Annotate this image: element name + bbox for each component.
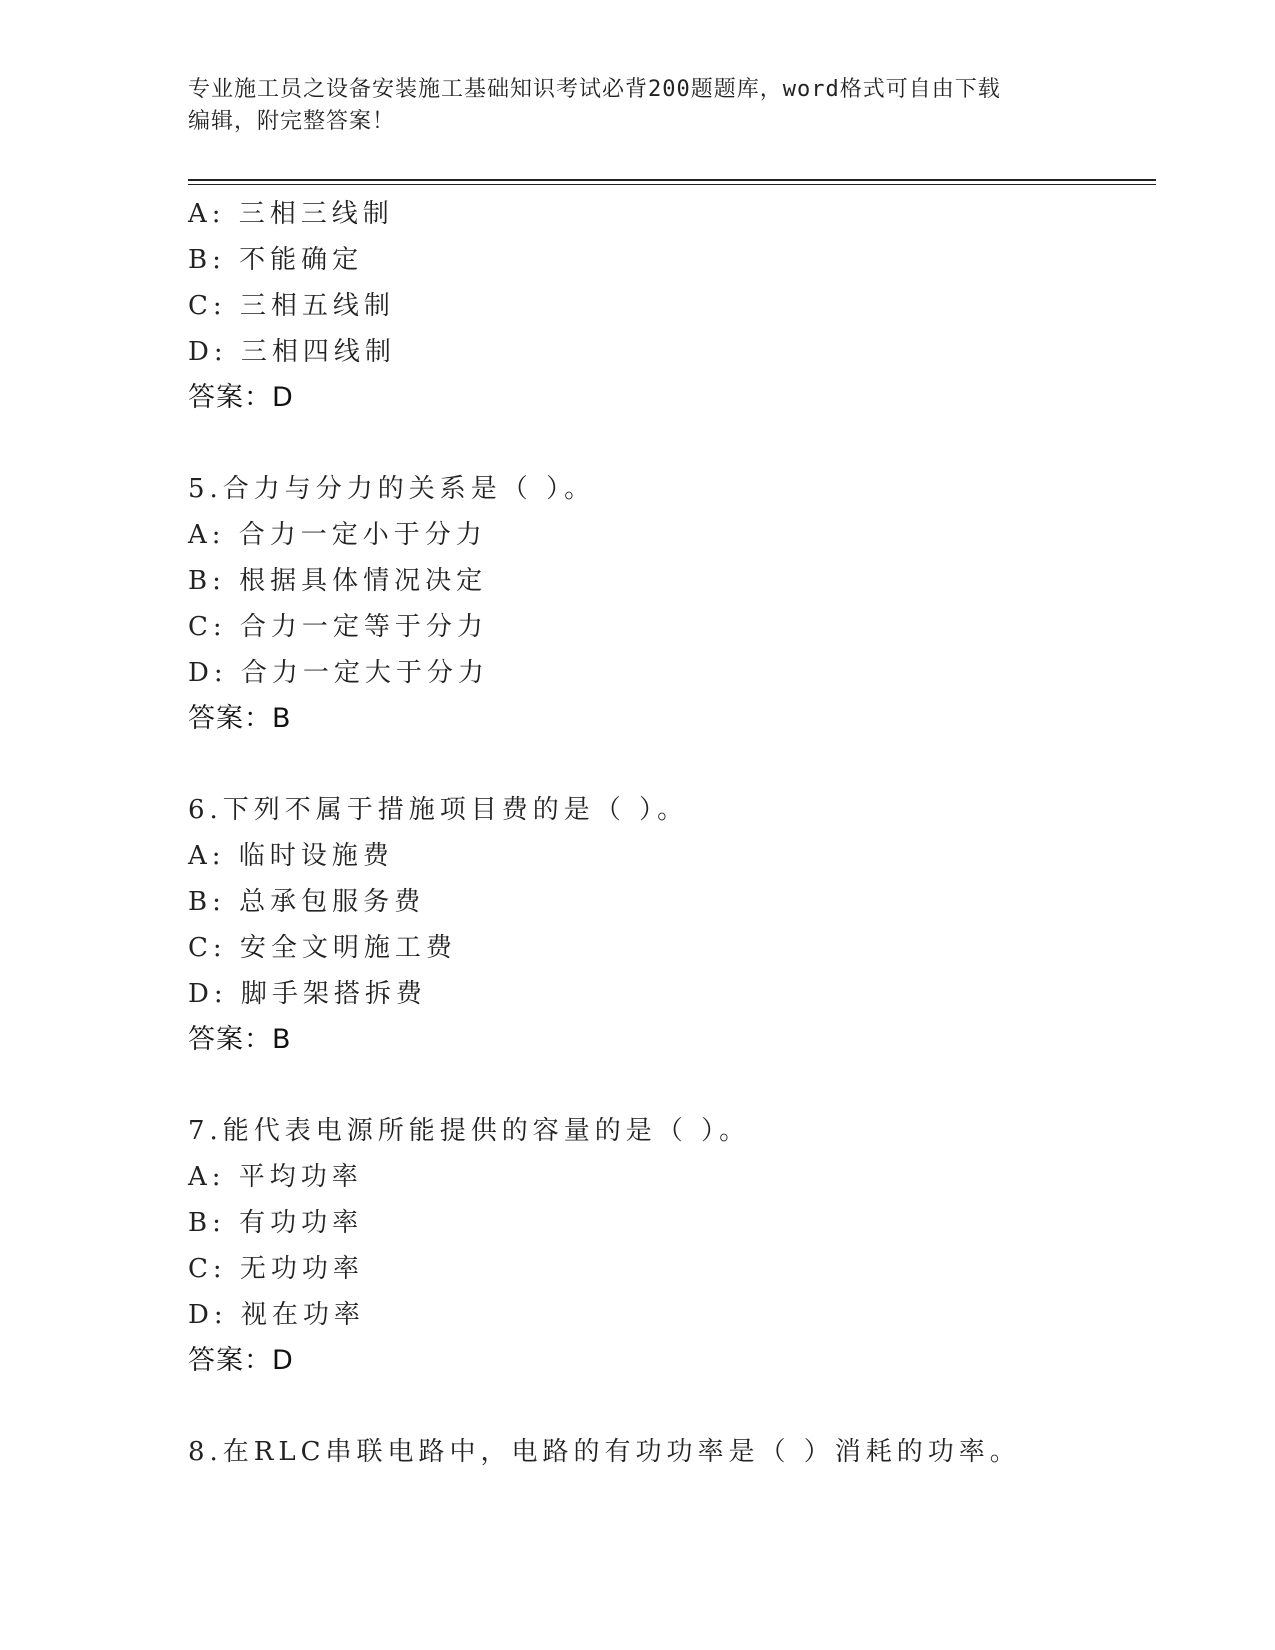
header-divider-bottom (188, 184, 1156, 185)
spacer (188, 1384, 1148, 1429)
option-b: B: 有功功率 (188, 1208, 364, 1238)
question-block-4 (188, 191, 1148, 421)
header-line-1: 专业施工员之设备安装施工基础知识考试必背200题题库，word格式可自由下载 (188, 77, 1001, 102)
question-text: 5.合力与分力的关系是（ ）。 (188, 474, 596, 504)
spacer (188, 1063, 1148, 1108)
option-a: A: 平均功率 (188, 1162, 363, 1192)
question-text: 8.在RLC串联电路中，电路的有功功率是（ ）消耗的功率。 (188, 1437, 1021, 1467)
question-text: 7.能代表电源所能提供的容量的是（ ）。 (188, 1116, 751, 1146)
option-a: A: 三相三线制 (188, 199, 394, 229)
answer-line: 答案：D (188, 1345, 294, 1376)
option-b: B: 不能确定 (188, 245, 364, 275)
header-line-2: 编辑，附完整答案！ (188, 109, 396, 134)
question-list (188, 191, 1148, 1475)
answer-line: 答案：D (188, 382, 294, 413)
question-block-5 (188, 466, 1148, 742)
question-block-6 (188, 787, 1148, 1063)
option-a: A: 临时设施费 (188, 841, 394, 871)
spacer (188, 421, 1148, 466)
question-text: 6.下列不属于措施项目费的是（ ）。 (188, 795, 689, 825)
option-d: D: 合力一定大于分力 (188, 658, 489, 688)
header-divider-top (188, 179, 1156, 181)
option-c: C: 合力一定等于分力 (188, 612, 488, 642)
option-c: C: 三相五线制 (188, 291, 395, 321)
question-block-7 (188, 1108, 1148, 1384)
spacer (188, 742, 1148, 787)
question-block-8 (188, 1429, 1148, 1475)
answer-line: 答案：B (188, 703, 292, 734)
option-d: D: 脚手架搭拆费 (188, 979, 427, 1009)
document-header (188, 74, 1088, 138)
option-c: C: 安全文明施工费 (188, 933, 457, 963)
option-a: A: 合力一定小于分力 (188, 520, 487, 550)
option-b: B: 根据具体情况决定 (188, 566, 488, 596)
option-c: C: 无功功率 (188, 1254, 364, 1284)
option-d: D: 视在功率 (188, 1300, 365, 1330)
option-d: D: 三相四线制 (188, 337, 396, 367)
answer-line: 答案：B (188, 1024, 292, 1055)
option-b: B: 总承包服务费 (188, 887, 426, 917)
